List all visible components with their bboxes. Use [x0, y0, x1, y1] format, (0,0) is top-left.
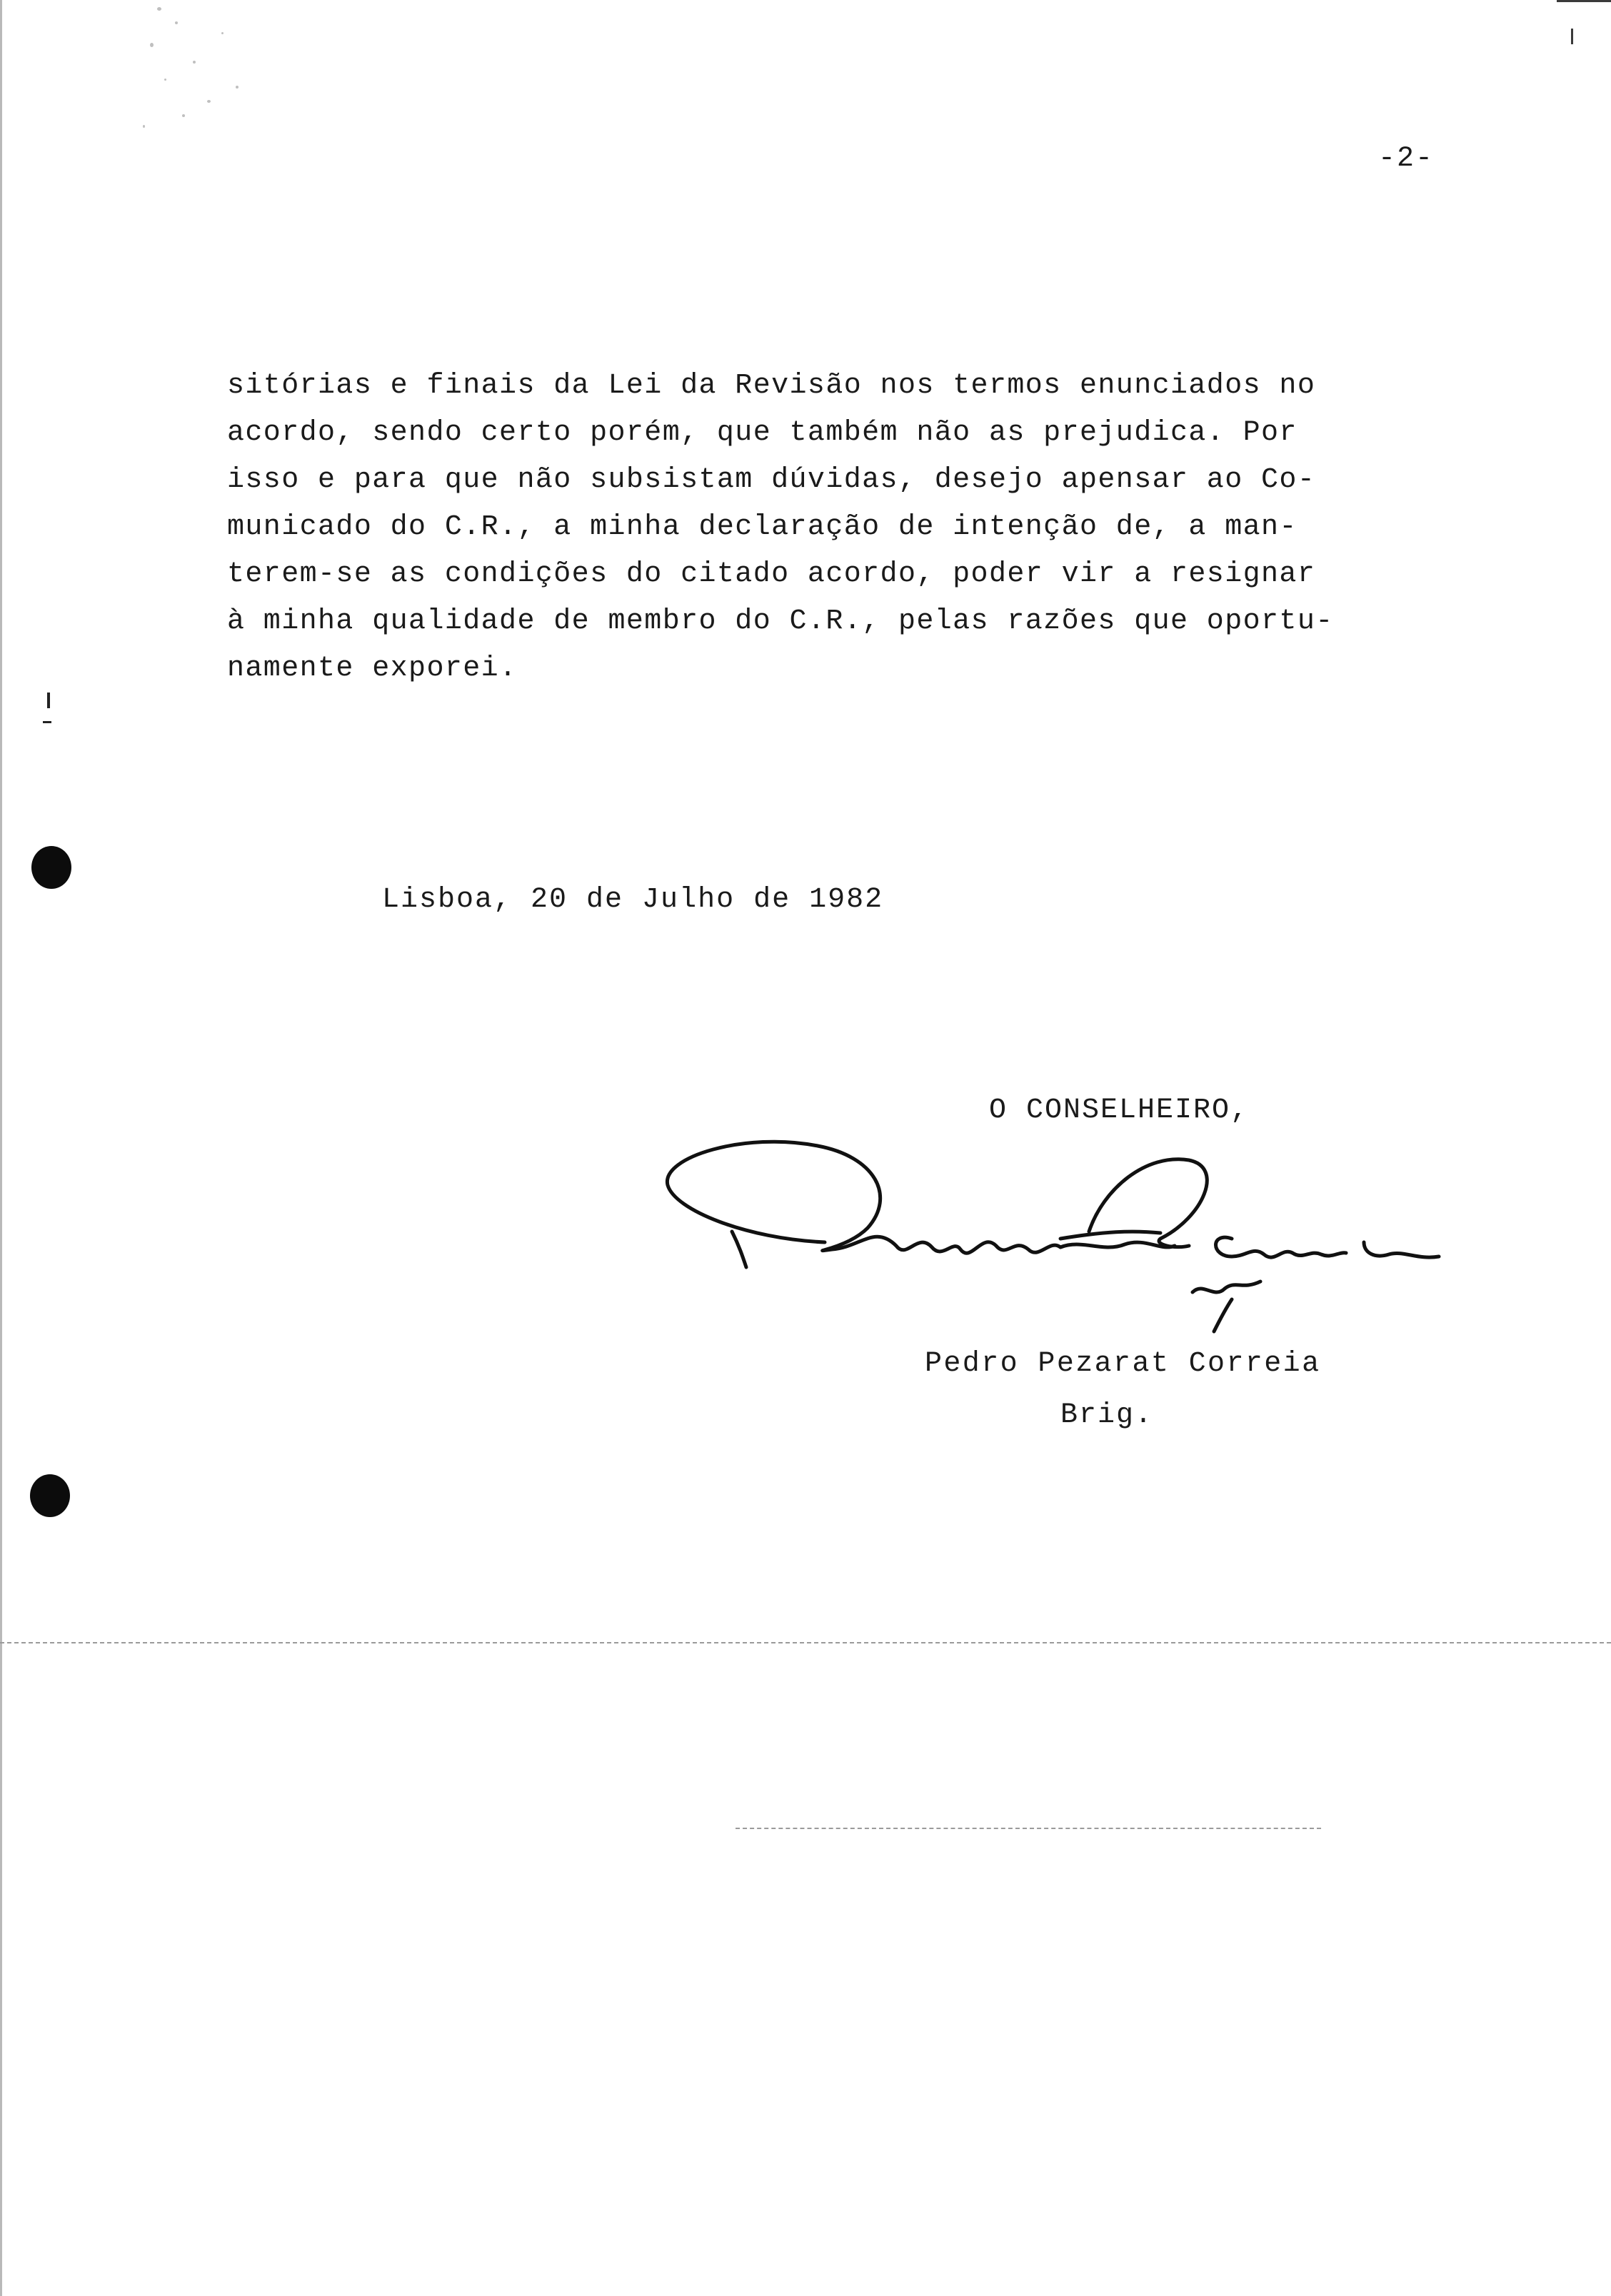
body-line: isso e para que não subsistam dúvidas, desejo apensar ao Co- — [227, 464, 1316, 496]
scan-edge-mark — [1557, 0, 1611, 2]
page-left-edge — [0, 0, 2, 2296]
punch-hole — [30, 1474, 70, 1517]
fold-line — [736, 1828, 1321, 1831]
margin-mark — [43, 721, 51, 723]
body-line: terem-se as condições do citado acordo, poder vir a resignar — [227, 558, 1316, 590]
signer-rank: Brig. — [1060, 1399, 1154, 1431]
margin-mark — [47, 693, 50, 708]
punch-hole — [31, 846, 71, 889]
signer-name: Pedro Pezarat Correia — [925, 1348, 1321, 1380]
scan-edge-mark — [1571, 29, 1573, 44]
date-line: Lisboa, 20 de Julho de 1982 — [382, 884, 884, 916]
signer-title: O CONSELHEIRO, — [989, 1094, 1250, 1127]
body-line: à minha qualidade de membro do C.R., pelas razões que oportu- — [227, 605, 1334, 638]
body-line: namente exporei. — [227, 653, 518, 685]
letter-body — [227, 363, 1441, 693]
scan-speckles — [136, 0, 264, 143]
handwritten-signature — [661, 1124, 1460, 1339]
body-line: municado do C.R., a minha declaração de intenção de, a man- — [227, 511, 1298, 543]
body-line: acordo, sendo certo porém, que também não as prejudica. Por — [227, 417, 1298, 449]
fold-line — [0, 1642, 1611, 1645]
page-number: -2- — [1378, 143, 1435, 175]
body-line: sitórias e finais da Lei da Revisão nos termos enunciados no — [227, 370, 1316, 402]
